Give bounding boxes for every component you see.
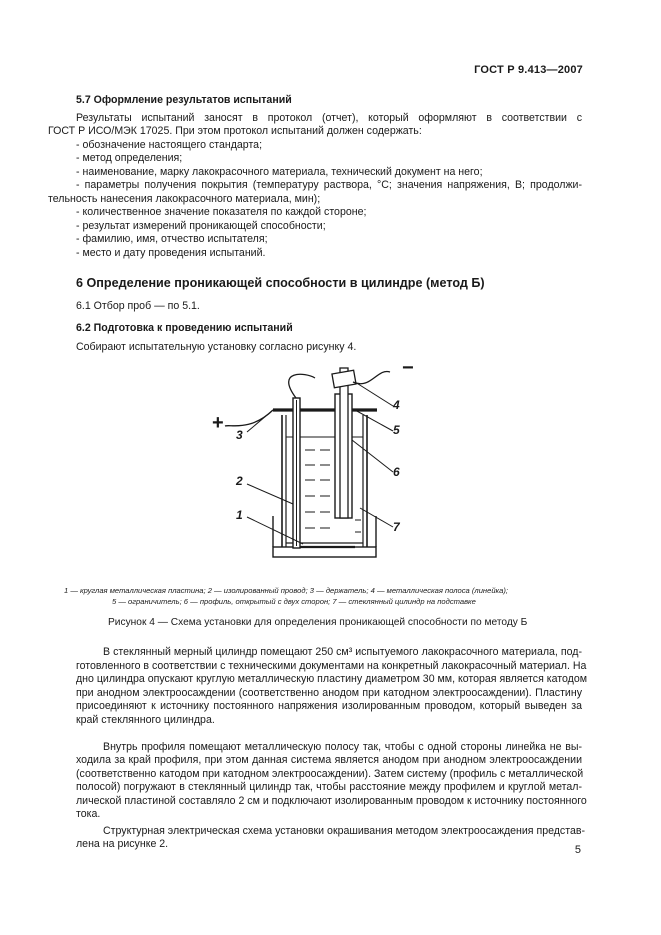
- minus-terminal: −: [402, 357, 414, 379]
- label-4: 4: [393, 398, 400, 412]
- standard-number: ГОСТ Р 9.413—2007: [474, 64, 583, 76]
- list-item-cont: тельность нанесения лакокрасочного материала, мин);: [48, 193, 321, 205]
- limiter: [332, 370, 356, 388]
- label-5: 5: [393, 423, 400, 437]
- label-1: 1: [236, 508, 243, 522]
- body-line: присоединяют к источнику постоянного напряжения изолированным проводом, который выведен за: [76, 700, 582, 712]
- section-6-2-text: Собирают испытательную установку согласно рисунку 4.: [76, 341, 357, 353]
- leader-3: [247, 410, 273, 432]
- plus-terminal: +: [212, 412, 224, 434]
- list-item: - количественное значение показателя по каждой стороне;: [76, 206, 367, 218]
- label-3: 3: [236, 428, 243, 442]
- stand-base: [273, 547, 376, 557]
- leader-5: [355, 410, 393, 431]
- figure-legend-line: 1 — круглая металлическая пластина; 2 — изолированный провод; 3 — держатель; 4 — металлическая полоса (линейка);: [64, 586, 508, 595]
- body-line: Внутрь профиля помещают металлическую полосу так, чтобы с одной стороны линейка не вы-: [103, 741, 582, 753]
- body-line: дно цилиндра опускают круглую металлическую пластину диаметром 30 мм, которая является катодом: [76, 673, 588, 685]
- section-6-title: 6 Определение проникающей способности в цилиндре (метод Б): [76, 276, 485, 290]
- leader-4: [355, 382, 393, 406]
- body-line: Структурная электрическая схема установки окрашивания методом электроосаждения представ-: [103, 825, 586, 837]
- body-line: полосой) погружают в стеклянный цилиндр так, чтобы расстояние между профилем и круглой метал-: [76, 781, 582, 793]
- section-6-2-title: 6.2 Подготовка к проведению испытаний: [76, 322, 293, 334]
- list-item: - обозначение настоящего стандарта;: [76, 139, 263, 151]
- section-6-1: 6.1 Отбор проб — по 5.1.: [76, 300, 200, 312]
- wire-plus: [225, 410, 273, 426]
- label-7: 7: [393, 520, 400, 534]
- wire-plate: [289, 374, 315, 398]
- body-line: тока.: [76, 808, 101, 820]
- label-2: 2: [236, 474, 243, 488]
- body-line: лической пластиной составляло 2 см и подключают изолированным проводом к источнику постоянного: [76, 795, 587, 807]
- body-line: ходила за край профиля, при этом данная система является анодом при анодном электроосаждении: [76, 754, 582, 766]
- body-line: при анодном электроосаждении (соответственно анодом при катодном электроосаждении). Пластину: [76, 687, 582, 699]
- body-line: В стеклянный мерный цилиндр помещают 250 см³ испытуемого лакокрасочного материала, под-: [103, 646, 582, 658]
- figure-4-diagram: [205, 360, 420, 565]
- sec57-para-line: ГОСТ Р ИСО/МЭК 17025. При этом протокол испытаний должен содержать:: [48, 125, 422, 137]
- metal-strip: [340, 368, 348, 518]
- list-item: - наименование, марку лакокрасочного материала, технический документ на него;: [76, 166, 483, 178]
- figure-legend-line: 5 — ограничитель; 6 — профиль, открытый с двух сторон; 7 — стеклянный цилиндр на подставке: [112, 597, 476, 606]
- body-line: (соответственно катодом при катодном электроосаждении). Затем систему (профиль с металлической: [76, 768, 584, 780]
- wire-minus: [353, 372, 390, 384]
- list-item: - параметры получения покрытия (температуру раствора, °С; значения напряжения, В; продолжи-: [76, 179, 582, 191]
- sec57-para-line: Результаты испытаний заносят в протокол (отчет), который оформляют в соответствии с: [76, 112, 582, 124]
- list-item: - метод определения;: [76, 152, 183, 164]
- body-line: край стеклянного цилиндра.: [76, 714, 215, 726]
- figure-caption: Рисунок 4 — Схема установки для определения проникающей способности по методу Б: [108, 617, 528, 628]
- body-line: лена на рисунке 2.: [76, 838, 169, 850]
- leader-6: [352, 440, 393, 472]
- list-item: - результат измерений проникающей способности;: [76, 220, 326, 232]
- section-5-7-title: 5.7 Оформление результатов испытаний: [76, 94, 292, 106]
- list-item: - место и дату проведения испытаний.: [76, 247, 266, 259]
- label-6: 6: [393, 465, 400, 479]
- list-item: - фамилию, имя, отчество испытателя;: [76, 233, 268, 245]
- body-line: готовленного в соответствии с техническими документами на конкретный лакокрасочный материал. На: [76, 660, 587, 672]
- page-number: 5: [574, 844, 581, 856]
